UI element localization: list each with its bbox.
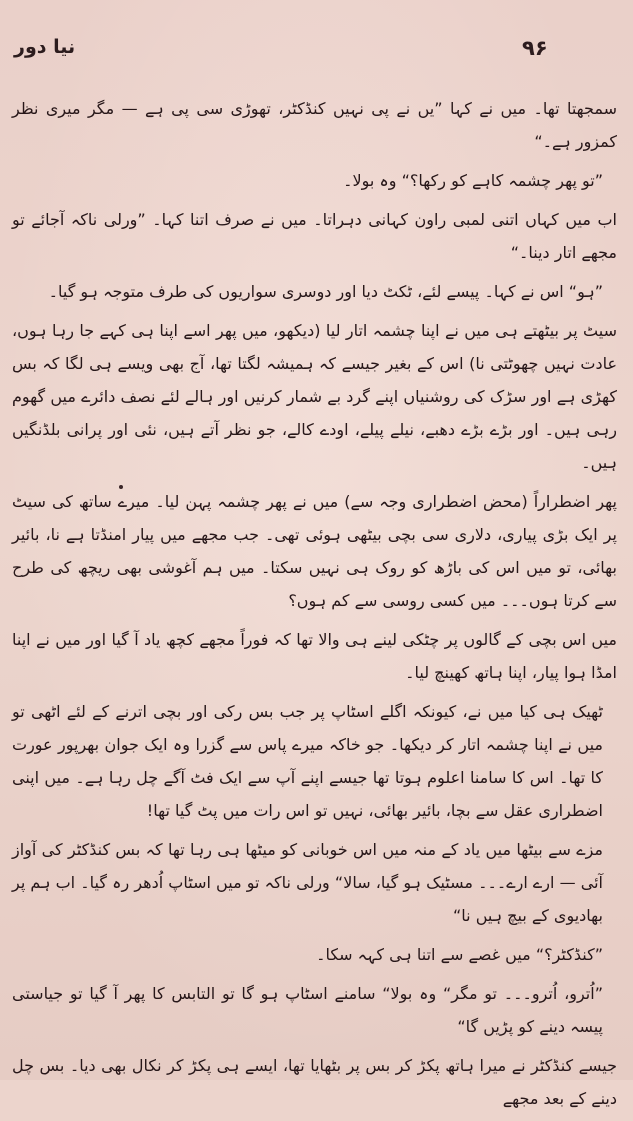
running-title: نیا دور — [14, 36, 76, 58]
paragraph-11: ”اُترو، اُترو۔۔۔ تو مگر“ وہ بولا“ سامنے اسٹاپ ہو گا تو التابس کا پھر آ گیا تو جیاستی پیسہ دینے کو پڑیں گا“ — [12, 984, 603, 1036]
ink-speck — [119, 485, 123, 489]
paragraph-6: پھر اضطراراً (محض اضطراری وجہ سے) میں نے پھر چشمہ پہن لیا۔ میرے ساتھ کی سیٹ پر ایک بڑی پیاری، دلاری سی بچی بیٹھی ہوئی تھی۔ جب مجھے میں پیار امنڈتا ہے نا، بائیر بھائی، تو میں اس کی باڑھ کو روک ہی نہیں سکتا۔ میں ہم آغوشی بھی ریچھ کی طرح سے کرتا ہوں۔۔۔ میں کسی روسی سے کم ہوں؟ — [12, 492, 617, 610]
page-body — [12, 92, 617, 1121]
paragraph-4: ”ہو“ اس نے کہا۔ پیسے لئے، ٹکٹ دیا اور دوسری سواریوں کی طرف متوجہ ہو گیا۔ — [48, 282, 603, 301]
paragraph-7: میں اس بچی کے گالوں پر چٹکی لینے ہی والا تھا کہ فوراً مجھے کچھ یاد آ گیا اور میں نے اپنا امڈا ہوا پیار، اپنا ہاتھ کھینچ لیا۔ — [12, 630, 617, 682]
paragraph-3: اب میں کہاں اتنی لمبی راون کہانی دہراتا۔ میں نے صرف اتنا کہا۔ ”ورلی ناکہ آجائے تو مجھے اتار دینا۔“ — [12, 210, 617, 262]
page-number: ۹۶ — [522, 36, 548, 60]
paragraph-12: جیسے کنڈکٹر نے میرا ہاتھ پکڑ کر بس پر بٹھایا تھا، ایسے ہی پکڑ کر نکال بھی دیا۔ بس چل دینے کے بعد مجھے — [12, 1056, 617, 1108]
paragraph-2: ”تو پھر چشمہ کاہے کو رکھا؟“ وہ بولا۔ — [343, 171, 603, 190]
paragraph-5: سیٹ پر بیٹھتے ہی میں نے اپنا چشمہ اتار لیا (دیکھو، میں پھر اسے اپنا ہی کہے جا رہا ہوں، عادت نہیں چھوٹتی نا) اس کے بغیر جیسے کہ ہمیشہ لگتا تھا، آج بھی ویسے ہی لگا کہ بس کھڑی ہے اور سڑک کی روشنیاں اپنے گرد بے شمار کرنیں اور ہالے لئے نصف دائرے میں گھوم رہی ہیں۔ اور بڑے بڑے دھبے، نیلے پیلے، اودے کالے، جو نظر آتے ہیں، نئی اور پرانی بلڈنگیں ہیں۔ — [12, 321, 617, 472]
running-header — [0, 30, 633, 70]
paragraph-1: سمجھتا تھا۔ میں نے کہا ”یں نے پی نہیں کنڈکٹر، تھوڑی سی پی ہے — مگر میری نظر کمزور ہے۔“ — [12, 99, 617, 151]
paragraph-8: ٹھیک ہی کیا میں نے، کیونکہ اگلے اسٹاپ پر جب بس رکی اور بچی اترنے کے لئے اٹھی تو میں نے اپنا چشمہ اتار کر دیکھا۔ جو خاکہ میرے پاس سے گزرا وہ ایک جوان بھرپور عورت کا تھا۔ اس کا سامنا اعلوم ہوتا تھا جیسے اپنے آپ سے ایک فٹ آگے چل رہا ہے۔ میں اپنی اضطراری عقل سے بچا، بائیر بھائی، نہیں تو اس رات میں پٹ گیا تھا! — [12, 702, 603, 820]
paragraph-9: مزے سے بیٹھا میں یاد کے منہ میں اس خوبانی کو میٹھا ہی رہا تھا کہ بس کنڈکٹر کی آواز آئی — ارے ارے۔۔۔ مسٹیک ہو گیا، سالا“ ورلی ناکہ تو میں اسٹاپ اُدھر رہ گیا۔ اب ہم پر بھادیوی کے بیچ ہیں نا“ — [12, 840, 603, 925]
paragraph-10: ”کنڈکٹر؟“ میں غصے سے اتنا ہی کہہ سکا۔ — [316, 945, 603, 964]
